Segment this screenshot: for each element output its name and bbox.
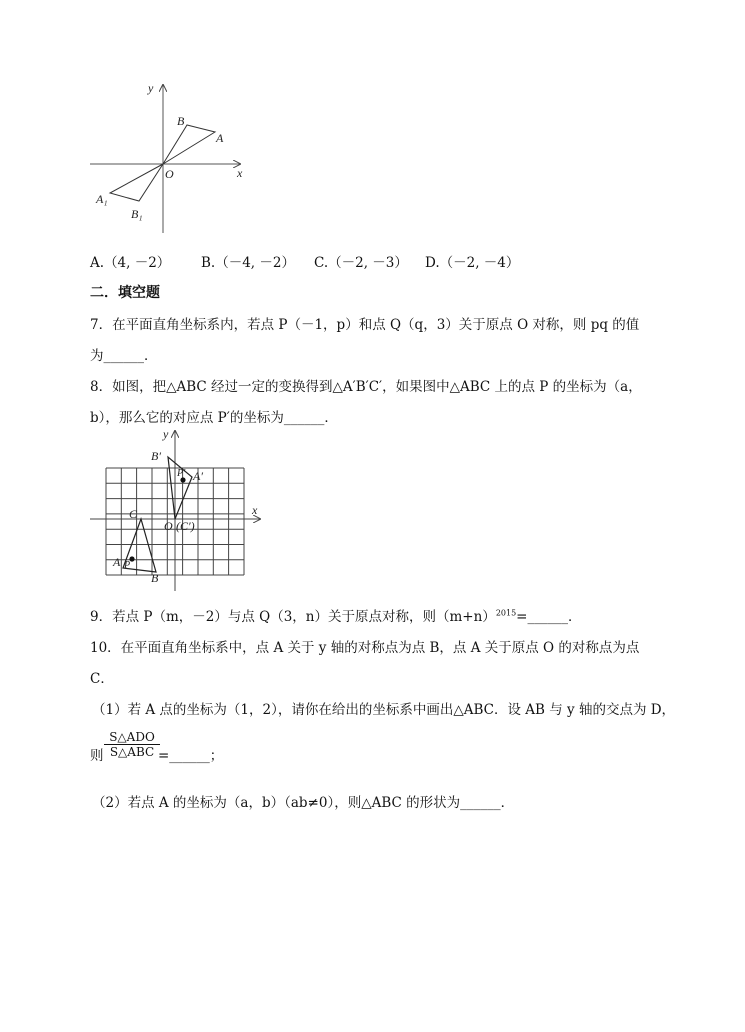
x-axis-label-2: x bbox=[252, 503, 258, 517]
point-P-prime-label: P′ bbox=[177, 468, 186, 479]
triangle-OA1B1 bbox=[110, 164, 163, 201]
figure-1-coordinate-diagram bbox=[85, 80, 255, 240]
x-axis-label: x bbox=[237, 166, 243, 180]
y-axis-label-2: y bbox=[163, 428, 169, 441]
y-axis-label: y bbox=[148, 81, 154, 95]
origin-label: O bbox=[165, 167, 174, 181]
q6-option-a: A.（4, －2） bbox=[90, 255, 171, 271]
point-C-label: C bbox=[129, 507, 138, 521]
area-ratio-fraction bbox=[104, 730, 160, 759]
fraction-numerator: S△ADO bbox=[109, 730, 155, 744]
point-A-prime-label: A′ bbox=[193, 469, 203, 483]
section-title: 二．填空题 bbox=[90, 285, 160, 301]
point-P bbox=[129, 556, 134, 561]
q9-exponent: 2015 bbox=[495, 608, 517, 618]
point-B1-label: B₁ bbox=[131, 207, 143, 221]
q8-line-2: b），那么它的对应点 P′的坐标为______． bbox=[90, 410, 338, 426]
q9-text: 9．若点 P（m，－2）与点 Q（3，n）关于原点对称，则（m+n） bbox=[90, 609, 496, 625]
figure-2-grid-diagram bbox=[90, 428, 270, 593]
q10-part-1: （1）若 A 点的坐标为（1，2），请你在给出的坐标系中画出△ABC．设 AB 与 y 轴的交点为 D， bbox=[92, 702, 676, 718]
q10-fraction-tail: =______； bbox=[158, 748, 224, 764]
q10-then: 则 bbox=[90, 748, 104, 764]
fraction-denominator: S△ABC bbox=[109, 745, 155, 759]
point-A-label: A bbox=[216, 131, 224, 145]
origin-label-2: O bbox=[164, 519, 173, 533]
q6-option-b: B.（－4, －2） bbox=[201, 255, 295, 271]
point-B-prime-label: B′ bbox=[151, 449, 161, 463]
point-C-prime-label: (C′) bbox=[176, 519, 195, 533]
q9-line bbox=[90, 605, 581, 625]
q7-line-1: 7．在平面直角坐标系内，若点 P（－1，p）和点 Q（q，3）关于原点 O 对称，则 pq 的值 bbox=[90, 317, 640, 333]
q6-option-d: D.（－2, －4） bbox=[425, 255, 520, 271]
triangle-A-prime-B-prime-C-prime bbox=[168, 457, 192, 519]
q10-line-2: C． bbox=[90, 671, 114, 687]
point-A1-label: A₁ bbox=[96, 192, 108, 206]
point-B-label-2: B bbox=[151, 571, 159, 585]
q9-tail: =______． bbox=[516, 609, 582, 625]
q8-line-1: 8．如图，把△ABC 经过一定的变换得到△A′B′C′，如果图中△ABC 上的点 P 的坐标为（a， bbox=[90, 379, 642, 395]
q10-part-2: （2）若点 A 的坐标为（a，b）（ab≠0），则△ABC 的形状为______． bbox=[92, 795, 515, 811]
point-P-label: P bbox=[124, 560, 131, 571]
point-B-label: B bbox=[177, 114, 185, 128]
q6-option-c: C.（－2, －3） bbox=[314, 255, 408, 271]
q10-line-1: 10．在平面直角坐标系中，点 A 关于 y 轴的对称点为点 B，点 A 关于原点 O 的对称点为点 bbox=[90, 640, 640, 656]
triangle-OAB bbox=[163, 125, 215, 164]
point-A-label-2: A bbox=[113, 555, 121, 569]
q7-line-2: 为______． bbox=[90, 348, 158, 364]
